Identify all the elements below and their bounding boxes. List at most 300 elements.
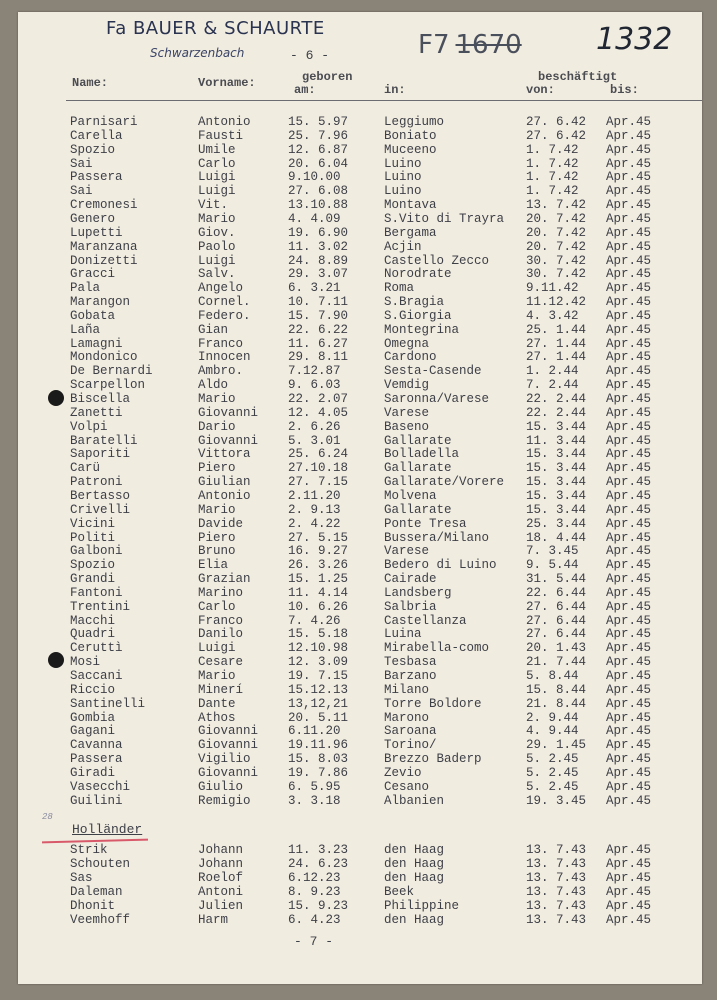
surname: Guilini	[70, 793, 123, 808]
birth-place: Castellanza	[384, 613, 467, 628]
employed-from: 13. 7.42	[526, 198, 587, 213]
employed-to: Apr.45	[606, 779, 652, 794]
birth-date: 24. 6.23	[288, 857, 349, 871]
birth-place: Saronna/Varese	[384, 392, 490, 406]
birth-date: 11. 3.23	[288, 843, 349, 857]
birth-date: 7.12.87	[288, 364, 341, 379]
employed-to: Apr.45	[606, 765, 652, 780]
birth-place: Philippine	[384, 899, 460, 913]
birth-date: 6.12.23	[288, 871, 341, 885]
employed-to: Apr.45	[606, 682, 652, 697]
surname: Biscella	[70, 392, 131, 406]
birth-place: Marono	[384, 710, 430, 725]
birth-place: Gallarate/Vorere	[384, 475, 505, 490]
first-name: Vittora	[198, 447, 251, 462]
employed-to: Apr.45	[606, 364, 652, 379]
employed-from: 27. 1.44	[526, 350, 587, 365]
employed-to: Apr.45	[606, 322, 652, 337]
col-header-born-in: in:	[384, 83, 406, 97]
surname: Marangon	[70, 295, 131, 310]
employed-from: 5. 2.45	[526, 752, 579, 767]
first-name: Giulian	[198, 475, 251, 490]
first-name: Franco	[198, 336, 244, 351]
first-name: Mario	[198, 669, 236, 683]
employed-from: 4. 3.42	[526, 308, 579, 323]
birth-date: 27. 7.15	[288, 475, 349, 490]
birth-place: Gallarate	[384, 433, 452, 448]
first-name: Bruno	[198, 544, 236, 559]
surname: Patroni	[70, 475, 123, 490]
section-heading-dutch: Holländer	[72, 822, 143, 837]
surname: Strik	[70, 843, 108, 857]
surname: Cremonesi	[70, 198, 138, 213]
birth-place: den Haag	[384, 857, 445, 871]
surname: Vasecchi	[70, 779, 131, 794]
employed-to: Apr.45	[606, 281, 652, 296]
birth-date: 7. 4.26	[288, 613, 341, 628]
first-name: Innocen	[198, 350, 251, 365]
employed-to: Apr.45	[606, 170, 652, 185]
employed-from: 31. 5.44	[526, 572, 587, 587]
employed-from: 27. 1.44	[526, 336, 587, 351]
surname: Gombia	[70, 710, 116, 725]
birth-date: 12.10.98	[288, 641, 349, 656]
surname: Gagani	[70, 724, 116, 739]
birth-place: den Haag	[384, 871, 445, 885]
col-header-employed: beschäftigt	[538, 70, 618, 84]
surname: Saccani	[70, 669, 123, 683]
page-number-top: - 6 -	[290, 48, 330, 63]
surname: Volpi	[70, 419, 108, 434]
birth-date: 11. 3.02	[288, 239, 349, 254]
employed-from: 13. 7.43	[526, 899, 587, 913]
employed-to: Apr.45	[606, 913, 652, 927]
employed-from: 5. 8.44	[526, 669, 579, 683]
birth-place: Molvena	[384, 488, 437, 503]
employed-from: 7. 2.44	[526, 378, 579, 393]
employed-to: Apr.45	[606, 857, 652, 871]
birth-date: 22. 6.22	[288, 322, 349, 337]
first-name: Carlo	[198, 599, 236, 614]
birth-place: Norodrate	[384, 267, 452, 282]
surname: Daleman	[70, 885, 123, 899]
first-name: Davide	[198, 516, 244, 531]
first-name: Athos	[198, 710, 236, 725]
birth-place: Bergama	[384, 225, 437, 240]
birth-place: den Haag	[384, 843, 445, 857]
first-name: Luigi	[198, 253, 236, 268]
surname: Scarpellon	[70, 378, 146, 393]
employed-to: Apr.45	[606, 461, 652, 476]
col-header-first-name: Vorname:	[198, 76, 256, 90]
birth-place: Tesbasa	[384, 655, 437, 670]
employed-to: Apr.45	[606, 599, 652, 614]
employed-from: 4. 9.44	[526, 724, 579, 739]
employed-to: Apr.45	[606, 793, 652, 808]
first-name: Grazian	[198, 572, 251, 587]
surname: Genero	[70, 211, 116, 226]
birth-place: Barzano	[384, 669, 437, 683]
employed-from: 27. 6.42	[526, 115, 587, 129]
birth-date: 12. 6.87	[288, 142, 349, 157]
birth-date: 27. 5.15	[288, 530, 349, 545]
birth-date: 24. 8.89	[288, 253, 349, 268]
surname: Pala	[70, 281, 101, 296]
birth-place: Gallarate	[384, 461, 452, 476]
employed-to: Apr.45	[606, 572, 652, 587]
birth-date: 15.12.13	[288, 682, 349, 697]
employed-to: Apr.45	[606, 516, 652, 531]
first-name: Minerí	[198, 682, 244, 697]
surname: Bertasso	[70, 488, 131, 503]
surname: Parnisari	[70, 115, 138, 129]
birth-date: 15. 9.23	[288, 899, 349, 913]
first-name: Salv.	[198, 267, 236, 282]
employed-from: 21. 8.44	[526, 696, 587, 711]
employed-to: Apr.45	[606, 558, 652, 573]
birth-date: 6.11.20	[288, 724, 341, 739]
employed-from: 15. 3.44	[526, 475, 587, 490]
birth-place: Castello Zecco	[384, 253, 490, 268]
employed-from: 5. 2.45	[526, 779, 579, 794]
employed-to: Apr.45	[606, 350, 652, 365]
first-name: Johann	[198, 857, 244, 871]
employed-to: Apr.45	[606, 184, 652, 199]
employed-to: Apr.45	[606, 475, 652, 490]
first-name: Gian	[198, 322, 229, 337]
employed-from: 13. 7.43	[526, 871, 587, 885]
employed-from: 27. 6.44	[526, 599, 587, 614]
employed-to: Apr.45	[606, 669, 652, 683]
first-name: Mario	[198, 392, 236, 406]
employed-from: 9. 5.44	[526, 558, 579, 573]
employed-to: Apr.45	[606, 613, 652, 628]
birth-date: 13,12,21	[288, 696, 349, 711]
surname: Lamagni	[70, 336, 123, 351]
first-name: Ambro.	[198, 364, 244, 379]
birth-place: Gallarate	[384, 502, 452, 517]
birth-date: 6. 4.23	[288, 913, 341, 927]
employed-from: 15. 3.44	[526, 447, 587, 462]
first-name: Giulio	[198, 779, 244, 794]
birth-place: Acjin	[384, 239, 422, 254]
surname: Trentini	[70, 599, 131, 614]
employed-to: Apr.45	[606, 752, 652, 767]
employed-from: 2. 9.44	[526, 710, 579, 725]
employed-to: Apr.45	[606, 115, 652, 129]
birth-date: 16. 9.27	[288, 544, 349, 559]
employed-to: Apr.45	[606, 655, 652, 670]
surname: Veemhoff	[70, 913, 131, 927]
employed-from: 20. 7.42	[526, 239, 587, 254]
birth-place: Mirabella-como	[384, 641, 490, 656]
margin-mark: 28	[42, 812, 53, 822]
surname: Mondonico	[70, 350, 138, 365]
first-name: Vit.	[198, 198, 229, 213]
employed-from: 1. 7.42	[526, 170, 579, 185]
surname: Passera	[70, 752, 123, 767]
birth-date: 25. 7.96	[288, 128, 349, 143]
header-rule	[66, 100, 702, 101]
birth-place: Zevio	[384, 765, 422, 780]
employed-from: 29. 1.45	[526, 738, 587, 753]
birth-date: 2.11.20	[288, 488, 341, 503]
company-handwritten: Fa BAUER & SCHAURTE	[106, 18, 325, 39]
first-name: Luigi	[198, 170, 236, 185]
punch-hole	[48, 652, 64, 668]
first-name: Dario	[198, 419, 236, 434]
surname: Spozio	[70, 558, 116, 573]
first-name: Franco	[198, 613, 244, 628]
col-header-name: Name:	[72, 76, 109, 90]
employed-from: 20. 1.43	[526, 641, 587, 656]
employed-to: Apr.45	[606, 239, 652, 254]
first-name: Aldo	[198, 378, 229, 393]
birth-place: Montegrina	[384, 322, 460, 337]
employed-to: Apr.45	[606, 544, 652, 559]
employed-from: 1. 7.42	[526, 142, 579, 157]
birth-date: 20. 6.04	[288, 156, 349, 171]
employed-from: 1. 7.42	[526, 156, 579, 171]
employed-from: 15. 3.44	[526, 502, 587, 517]
employed-from: 21. 7.44	[526, 655, 587, 670]
birth-date: 11. 4.14	[288, 585, 349, 600]
employed-to: Apr.45	[606, 336, 652, 351]
first-name: Harm	[198, 913, 229, 927]
birth-place: S.Vito di Trayra	[384, 211, 505, 226]
file-reference	[418, 30, 522, 60]
first-name: Federo.	[198, 308, 251, 323]
birth-date: 9.10.00	[288, 170, 341, 185]
employed-to: Apr.45	[606, 392, 652, 406]
birth-place: S.Giorgia	[384, 308, 452, 323]
birth-place: Bussera/Milano	[384, 530, 490, 545]
employed-to: Apr.45	[606, 885, 652, 899]
first-name: Piero	[198, 530, 236, 545]
employed-to: Apr.45	[606, 225, 652, 240]
birth-place: Vemdig	[384, 378, 430, 393]
birth-date: 4. 4.09	[288, 211, 341, 226]
birth-place: Varese	[384, 544, 430, 559]
employed-from: 22. 6.44	[526, 585, 587, 600]
first-name: Marino	[198, 585, 244, 600]
surname: De Bernardi	[70, 364, 153, 379]
employed-from: 30. 7.42	[526, 267, 587, 282]
surname: Laña	[70, 322, 101, 337]
document-number: 1332	[596, 22, 673, 57]
first-name: Paolo	[198, 239, 236, 254]
birth-date: 12. 3.09	[288, 655, 349, 670]
first-name: Giov.	[198, 225, 236, 240]
first-name: Roelof	[198, 871, 244, 885]
employed-from: 27. 6.44	[526, 613, 587, 628]
employed-to: Apr.45	[606, 843, 652, 857]
employed-from: 11. 3.44	[526, 433, 587, 448]
birth-place: Milano	[384, 682, 430, 697]
employed-to: Apr.45	[606, 308, 652, 323]
employed-from: 15. 3.44	[526, 488, 587, 503]
employed-to: Apr.45	[606, 641, 652, 656]
surname: Zanetti	[70, 405, 123, 420]
employed-from: 22. 2.44	[526, 392, 587, 406]
birth-place: Torre Boldore	[384, 696, 482, 711]
birth-place: Cardono	[384, 350, 437, 365]
first-name: Julien	[198, 899, 244, 913]
birth-date: 20. 5.11	[288, 710, 349, 725]
first-name: Elia	[198, 558, 229, 573]
employed-from: 25. 1.44	[526, 322, 587, 337]
employed-to: Apr.45	[606, 627, 652, 642]
birth-place: Salbria	[384, 599, 437, 614]
first-name: Vigilio	[198, 752, 251, 767]
birth-place: Cesano	[384, 779, 430, 794]
birth-date: 29. 8.11	[288, 350, 349, 365]
birth-date: 25. 6.24	[288, 447, 349, 462]
first-name: Angelo	[198, 281, 244, 296]
birth-date: 3. 3.18	[288, 793, 341, 808]
birth-place: Landsberg	[384, 585, 452, 600]
birth-place: Bedero di Luino	[384, 558, 497, 573]
surname: Donizetti	[70, 253, 138, 268]
first-name: Cornel.	[198, 295, 251, 310]
first-name: Antonio	[198, 115, 251, 129]
employed-to: Apr.45	[606, 405, 652, 420]
employed-from: 19. 3.45	[526, 793, 587, 808]
employed-from: 1. 2.44	[526, 364, 579, 379]
col-header-born-on: am:	[294, 83, 316, 97]
employed-from: 30. 7.42	[526, 253, 587, 268]
birth-date: 12. 4.05	[288, 405, 349, 420]
employed-from: 20. 7.42	[526, 225, 587, 240]
surname: Saporiti	[70, 447, 131, 462]
employed-to: Apr.45	[606, 433, 652, 448]
file-reference-code: F7	[418, 30, 450, 60]
surname: Giradi	[70, 765, 116, 780]
birth-place: Leggiumo	[384, 115, 445, 129]
employed-to: Apr.45	[606, 696, 652, 711]
first-name: Luigi	[198, 641, 236, 656]
employed-to: Apr.45	[606, 267, 652, 282]
birth-date: 26. 3.26	[288, 558, 349, 573]
employed-to: Apr.45	[606, 156, 652, 171]
first-name: Giovanni	[198, 405, 259, 420]
birth-place: Luino	[384, 170, 422, 185]
employed-from: 11.12.42	[526, 295, 587, 310]
birth-date: 9. 6.03	[288, 378, 341, 393]
employed-from: 15. 8.44	[526, 682, 587, 697]
birth-place: Cairade	[384, 572, 437, 587]
birth-place: Saroana	[384, 724, 437, 739]
first-name: Giovanni	[198, 433, 259, 448]
surname: Riccio	[70, 682, 116, 697]
birth-date: 15. 8.03	[288, 752, 349, 767]
document-page	[18, 12, 702, 984]
first-name: Umile	[198, 142, 236, 157]
birth-place: Ponte Tresa	[384, 516, 467, 531]
employed-to: Apr.45	[606, 378, 652, 393]
birth-date: 2. 9.13	[288, 502, 341, 517]
birth-place: Roma	[384, 281, 415, 296]
employed-to: Apr.45	[606, 198, 652, 213]
birth-date: 22. 2.07	[288, 392, 349, 406]
surname: Politi	[70, 530, 116, 545]
birth-place: Baseno	[384, 419, 430, 434]
birth-date: 8. 9.23	[288, 885, 341, 899]
birth-date: 5. 3.01	[288, 433, 341, 448]
birth-place: Brezzo Baderp	[384, 752, 482, 767]
birth-date: 6. 3.21	[288, 281, 341, 296]
surname: Maranzana	[70, 239, 138, 254]
employed-to: Apr.45	[606, 502, 652, 517]
surname: Sai	[70, 156, 93, 171]
employed-from: 7. 3.45	[526, 544, 579, 559]
employed-from: 27. 6.42	[526, 128, 587, 143]
surname: Santinelli	[70, 696, 146, 711]
first-name: Antoni	[198, 885, 244, 899]
first-name: Cesare	[198, 655, 244, 670]
employed-to: Apr.45	[606, 419, 652, 434]
employed-to: Apr.45	[606, 488, 652, 503]
employed-from: 13. 7.43	[526, 857, 587, 871]
employed-from: 25. 3.44	[526, 516, 587, 531]
birth-date: 15. 5.18	[288, 627, 349, 642]
birth-date: 19. 6.90	[288, 225, 349, 240]
employed-to: Apr.45	[606, 724, 652, 739]
surname: Vicini	[70, 516, 116, 531]
surname: Gracci	[70, 267, 116, 282]
surname: Sai	[70, 184, 93, 199]
employed-to: Apr.45	[606, 530, 652, 545]
first-name: Luigi	[198, 184, 236, 199]
surname: Lupetti	[70, 225, 123, 240]
surname: Crivelli	[70, 502, 131, 517]
file-reference-struck: 1670	[455, 30, 522, 60]
birth-date: 15. 5.97	[288, 115, 349, 129]
employed-from: 27. 6.44	[526, 627, 587, 642]
employed-to: Apr.45	[606, 738, 652, 753]
birth-place: Montava	[384, 198, 437, 213]
employed-to: Apr.45	[606, 295, 652, 310]
birth-place: Sesta-Casende	[384, 364, 482, 379]
employed-to: Apr.45	[606, 128, 652, 143]
first-name: Piero	[198, 461, 236, 476]
surname: Galboni	[70, 544, 123, 559]
birth-place: S.Bragia	[384, 295, 445, 310]
birth-date: 6. 5.95	[288, 779, 341, 794]
employed-to: Apr.45	[606, 447, 652, 462]
birth-date: 2. 6.26	[288, 419, 341, 434]
employed-to: Apr.45	[606, 899, 652, 913]
employed-from: 22. 2.44	[526, 405, 587, 420]
surname: Macchi	[70, 613, 116, 628]
birth-date: 27. 6.08	[288, 184, 349, 199]
birth-place: Boniato	[384, 128, 437, 143]
employed-to: Apr.45	[606, 253, 652, 268]
birth-place: Beek	[384, 885, 415, 899]
birth-place: Bolladella	[384, 447, 460, 462]
employed-to: Apr.45	[606, 710, 652, 725]
birth-place: Luino	[384, 156, 422, 171]
surname: Fantoni	[70, 585, 123, 600]
page-number-bottom: - 7 -	[294, 934, 334, 949]
first-name: Danilo	[198, 627, 244, 642]
employed-from: 13. 7.43	[526, 843, 587, 857]
employed-from: 5. 2.45	[526, 765, 579, 780]
surname: Ceruttì	[70, 641, 123, 656]
surname: Baratelli	[70, 433, 138, 448]
location-handwritten: Schwarzenbach	[150, 46, 245, 60]
birth-place: Muceeno	[384, 142, 437, 157]
